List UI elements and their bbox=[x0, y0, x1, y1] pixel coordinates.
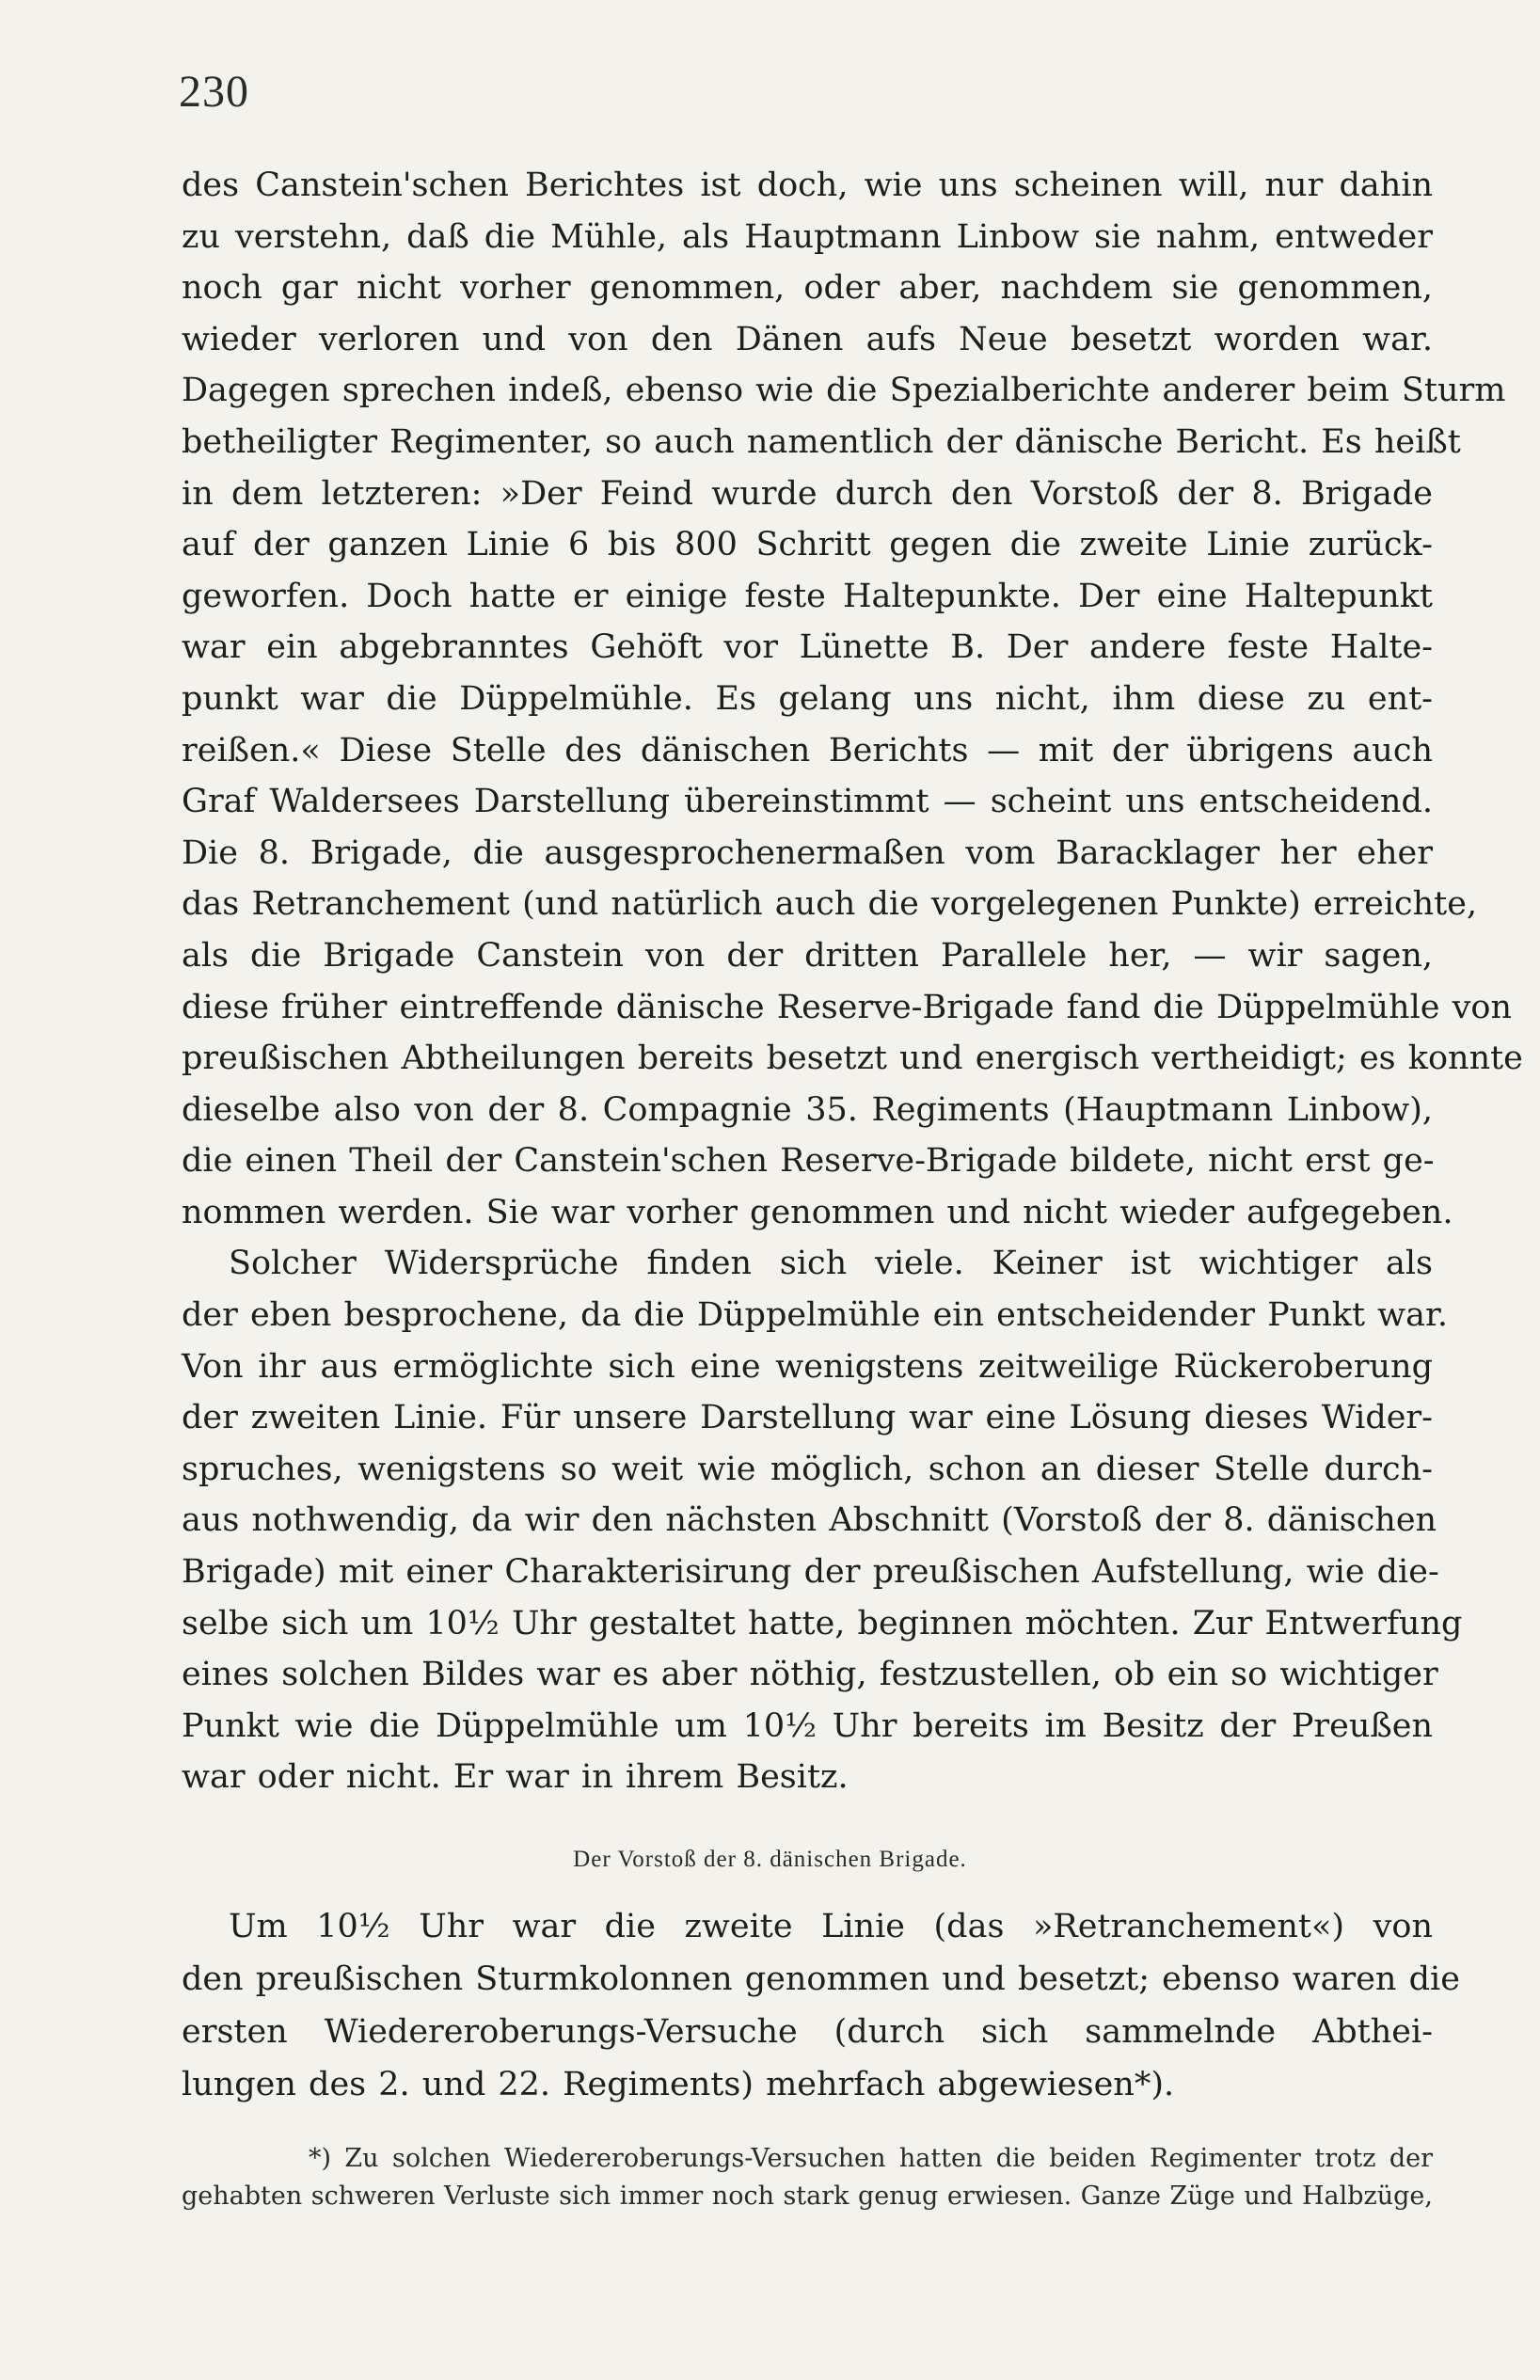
footnote bbox=[182, 2140, 1433, 2215]
footnote-line: gehabten schweren Verluste sich immer noch stark genug erwiesen. Ganze Züge und Halbzüge, bbox=[182, 2182, 1433, 2211]
text-line: punkt war die Düppelmühle. Es gelang uns nicht, ihm diese zu ent- bbox=[182, 679, 1433, 718]
footnote-line: *) Zu solchen Wiedereroberungs-Versuchen hatten die beiden Regimenter trotz der bbox=[309, 2144, 1433, 2173]
text-line: als die Brigade Canstein von der dritten Parallele her, — wir sagen, bbox=[182, 936, 1433, 975]
text-line: die einen Theil der Canstein'schen Reserve-Brigade bildete, nicht erst ge- bbox=[182, 1142, 1435, 1181]
text-line: aus nothwendig, da wir den nächsten Abschnitt (Vorstoß der 8. dänischen bbox=[182, 1501, 1437, 1540]
text-line: wieder verloren und von den Dänen aufs Neue besetzt worden war. bbox=[182, 320, 1433, 358]
text-line: diese früher eintreffende dänische Reserve-Brigade fand die Düppelmühle von bbox=[182, 988, 1513, 1026]
text-line: betheiligter Regimenter, so auch namentlich der dänische Bericht. Es heißt bbox=[182, 422, 1461, 461]
text-line: der zweiten Linie. Für unsere Darstellung war eine Lösung dieses Wider- bbox=[182, 1399, 1433, 1437]
text-line: dieselbe also von der 8. Compagnie 35. Regiments (Hauptmann Linbow), bbox=[182, 1090, 1433, 1129]
text-line: eines solchen Bildes war es aber nöthig, festzustellen, ob ein so wichtiger bbox=[182, 1656, 1438, 1694]
text-line: noch gar nicht vorher genommen, oder aber, nachdem sie genommen, bbox=[182, 269, 1433, 308]
text-line: war oder nicht. Er war in ihrem Besitz. bbox=[182, 1758, 849, 1797]
text-line: das Retranchement (und natürlich auch die vorgelegenen Punkte) erreichte, bbox=[182, 885, 1478, 924]
text-line: war ein abgebranntes Gehöft vor Lünette B. Der andere feste Halte- bbox=[182, 628, 1433, 667]
text-line: auf der ganzen Linie 6 bis 800 Schritt gegen die zweite Linie zurück- bbox=[182, 526, 1433, 564]
text-line: ersten Wiedereroberungs-Versuche (durch sich sammelnde Abthei- bbox=[182, 2013, 1433, 2051]
text-line: in dem letzteren: »Der Feind wurde durch den Vorstoß der 8. Brigade bbox=[182, 474, 1433, 513]
section-text bbox=[182, 1900, 1460, 2111]
text-line: Brigade) mit einer Charakterisirung der preußischen Aufstellung, wie die- bbox=[182, 1553, 1439, 1592]
text-line: Graf Waldersees Darstellung übereinstimmt — scheint uns entscheidend. bbox=[182, 783, 1433, 821]
text-line: Solcher Widersprüche finden sich viele. Keiner ist wichtiger als bbox=[229, 1245, 1433, 1283]
section-heading: Der Vorstoß der 8. dänischen Brigade. bbox=[573, 1847, 967, 1872]
text-line: Um 10½ Uhr war die zweite Linie (das »Retranchement«) von bbox=[229, 1908, 1433, 1945]
text-line: der eben besprochene, da die Düppelmühle ein entscheidender Punkt war. bbox=[182, 1296, 1448, 1335]
text-line: zu verstehn, daß die Mühle, als Hauptmann Linbow sie nahm, entweder bbox=[182, 217, 1433, 256]
text-line: lungen des 2. und 22. Regiments) mehrfach abgewiesen*). bbox=[182, 2066, 1175, 2103]
text-line: den preußischen Sturmkolonnen genommen und besetzt; ebenso waren die bbox=[182, 1960, 1460, 1998]
text-line: Von ihr aus ermöglichte sich eine wenigstens zeitweilige Rückeroberung bbox=[182, 1347, 1433, 1386]
text-line: reißen.« Diese Stelle des dänischen Berichts — mit der übrigens auch bbox=[182, 731, 1433, 770]
text-line: spruches, wenigstens so weit wie möglich, schon an dieser Stelle durch- bbox=[182, 1450, 1433, 1488]
text-line: Dagegen sprechen indeß, ebenso wie die Spezialberichte anderer beim Sturm bbox=[182, 372, 1506, 410]
text-line: Punkt wie die Düppelmühle um 10½ Uhr bereits im Besitz der Preußen bbox=[182, 1706, 1433, 1745]
text-line: geworfen. Doch hatte er einige feste Haltepunkte. Der eine Haltepunkt bbox=[182, 577, 1433, 615]
text-line: nommen werden. Sie war vorher genommen und nicht wieder aufgegeben. bbox=[182, 1193, 1453, 1231]
text-line: selbe sich um 10½ Uhr gestaltet hatte, beginnen möchten. Zur Entwerfung bbox=[182, 1604, 1463, 1642]
text-line: preußischen Abtheilungen bereits besetzt und energisch vertheidigt; es konnte bbox=[182, 1039, 1523, 1078]
page-number: 230 bbox=[179, 67, 249, 117]
text-line: Die 8. Brigade, die ausgesprochenermaßen vom Baracklager her eher bbox=[182, 833, 1433, 872]
body-text bbox=[182, 160, 1523, 1803]
text-line: des Canstein'schen Berichtes ist doch, wie uns scheinen will, nur dahin bbox=[182, 167, 1433, 204]
